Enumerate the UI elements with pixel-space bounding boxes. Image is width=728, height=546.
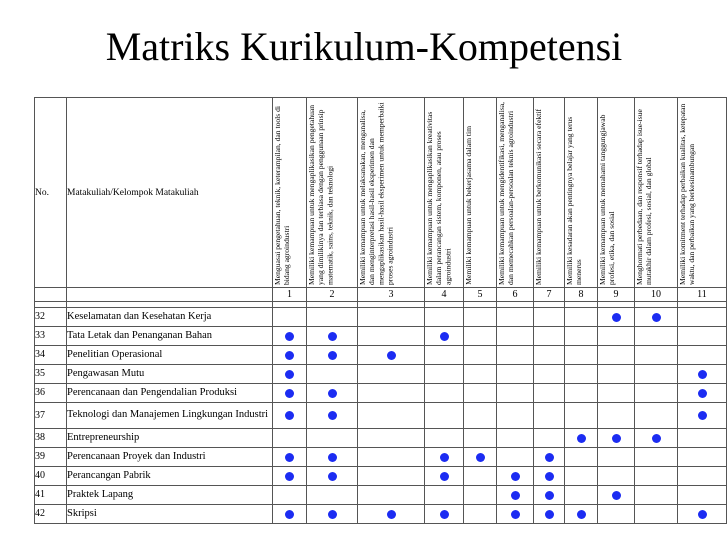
competency-matrix-table	[34, 97, 727, 524]
competency-number: 10	[635, 288, 678, 302]
competency-mark-dot	[476, 453, 485, 462]
matrix-cell	[635, 403, 678, 429]
table-row	[35, 308, 727, 327]
competency-mark-dot	[545, 510, 554, 519]
matrix-cell	[678, 308, 727, 327]
matrix-cell	[678, 403, 727, 429]
matrix-cell	[425, 403, 464, 429]
matrix-cell	[497, 467, 534, 486]
matrix-cell	[358, 448, 425, 467]
competency-mark-dot	[511, 472, 520, 481]
competency-number: 8	[565, 288, 598, 302]
no-column-header: No.	[35, 98, 67, 288]
matrix-cell	[678, 505, 727, 524]
matrix-cell	[273, 486, 307, 505]
matrix-cell	[464, 327, 497, 346]
course-number: 34	[35, 346, 67, 365]
competency-text: Memiliki kemampuan untuk mengaplikasikan pengetahuan yang dimilikinya dan terbiasa dengan penggunaan prinsip matematik, sains, teknik, dan teknologi	[307, 104, 335, 285]
matrix-cell	[273, 384, 307, 403]
matrix-cell	[273, 308, 307, 327]
competency-number: 6	[497, 288, 534, 302]
matrix-cell	[273, 403, 307, 429]
matrix-cell	[497, 448, 534, 467]
competency-mark-dot	[328, 472, 337, 481]
matrix-cell	[273, 327, 307, 346]
matrix-cell	[635, 429, 678, 448]
matrix-cell	[635, 384, 678, 403]
competency-header-11	[678, 98, 727, 288]
matrix-cell	[497, 403, 534, 429]
competency-number: 11	[678, 288, 727, 302]
matrix-cell	[635, 486, 678, 505]
matrix-cell	[425, 384, 464, 403]
matrix-cell	[534, 327, 565, 346]
course-number: 37	[35, 403, 67, 429]
matrix-cell	[464, 403, 497, 429]
matrix-cell	[565, 384, 598, 403]
matrix-cell	[307, 505, 358, 524]
course-name: Pengawasan Mutu	[67, 365, 273, 384]
matrix-cell	[678, 365, 727, 384]
competency-mark-dot	[328, 351, 337, 360]
course-name: Tata Letak dan Penanganan Bahan	[67, 327, 273, 346]
matrix-cell	[534, 448, 565, 467]
matrix-cell	[534, 486, 565, 505]
table-row	[35, 403, 727, 429]
matrix-cell	[678, 467, 727, 486]
matrix-cell	[307, 365, 358, 384]
competency-mark-dot	[285, 389, 294, 398]
matrix-cell	[534, 467, 565, 486]
matrix-cell	[565, 486, 598, 505]
table-row	[35, 429, 727, 448]
competency-mark-dot	[698, 411, 707, 420]
matrix-cell	[497, 429, 534, 448]
competency-mark-dot	[285, 332, 294, 341]
competency-mark-dot	[698, 510, 707, 519]
matrix-cell	[307, 327, 358, 346]
matrix-cell	[678, 384, 727, 403]
competency-header-9	[598, 98, 635, 288]
matrix-cell	[497, 346, 534, 365]
matrix-cell	[425, 327, 464, 346]
matrix-body	[35, 308, 727, 524]
matrix-cell	[565, 448, 598, 467]
matrix-cell	[534, 505, 565, 524]
competency-number: 7	[534, 288, 565, 302]
matrix-cell	[635, 505, 678, 524]
course-name: Perancangan Pabrik	[67, 467, 273, 486]
matrix-cell	[464, 486, 497, 505]
matrix-cell	[598, 384, 635, 403]
course-name: Praktek Lapang	[67, 486, 273, 505]
matrix-cell	[534, 308, 565, 327]
competency-mark-dot	[387, 351, 396, 360]
competency-mark-dot	[652, 434, 661, 443]
matrix-cell	[497, 486, 534, 505]
competency-text: Memiliki kemampuan untuk mengaplikasikan kreativitas dalam perancangan sistem, komponen, atau proses agroindustri	[425, 111, 453, 285]
matrix-cell	[565, 467, 598, 486]
matrix-cell	[565, 505, 598, 524]
matrix-cell	[598, 505, 635, 524]
competency-mark-dot	[285, 411, 294, 420]
matrix-cell	[497, 327, 534, 346]
competency-mark-dot	[545, 453, 554, 462]
competency-text: Menguasai pengetahuan, teknik, keterampilan, dan tools di bidang agroindustri	[273, 105, 292, 285]
matrix-cell	[358, 384, 425, 403]
competency-mark-dot	[328, 411, 337, 420]
table-row	[35, 346, 727, 365]
matrix-cell	[678, 327, 727, 346]
table-row	[35, 448, 727, 467]
matrix-cell	[425, 505, 464, 524]
matrix-cell	[273, 365, 307, 384]
matrix-cell	[464, 365, 497, 384]
competency-header-10	[635, 98, 678, 288]
competency-mark-dot	[612, 313, 621, 322]
course-number: 40	[35, 467, 67, 486]
matrix-cell	[678, 346, 727, 365]
competency-number: 5	[464, 288, 497, 302]
matrix-cell	[598, 467, 635, 486]
competency-mark-dot	[328, 453, 337, 462]
matrix-cell	[497, 365, 534, 384]
competency-mark-dot	[285, 351, 294, 360]
competency-text: Memiliki kemampuan untuk mengidentifikasi, menganalisa, dan memecahkan persoalan-persoalan teknis agroindustri	[497, 101, 516, 285]
competency-mark-dot	[545, 472, 554, 481]
matrix-cell	[678, 429, 727, 448]
matrix-cell	[534, 429, 565, 448]
matrix-cell	[425, 429, 464, 448]
matrix-cell	[307, 467, 358, 486]
table-row	[35, 384, 727, 403]
matrix-cell	[598, 486, 635, 505]
matrix-cell	[598, 429, 635, 448]
matrix-cell	[598, 308, 635, 327]
matrix-cell	[497, 384, 534, 403]
matrix-cell	[464, 308, 497, 327]
competency-text: Memiliki kemampuan untuk berkomunikasi secara efektif	[534, 108, 543, 285]
matrix-cell	[464, 346, 497, 365]
matrix-cell	[534, 346, 565, 365]
matrix-cell	[464, 467, 497, 486]
matrix-cell	[307, 308, 358, 327]
matrix-cell	[273, 346, 307, 365]
competency-mark-dot	[577, 434, 586, 443]
matrix-cell	[464, 429, 497, 448]
matrix-cell	[534, 384, 565, 403]
matrix-cell	[464, 384, 497, 403]
matrix-cell	[358, 308, 425, 327]
competency-number: 2	[307, 288, 358, 302]
course-number: 38	[35, 429, 67, 448]
competency-mark-dot	[698, 389, 707, 398]
competency-header-5	[464, 98, 497, 288]
competency-text: Menghormati perbedaan, dan responsif terhadap isue-isue mutakhir dalam profesi, sosial, dan global	[635, 108, 654, 285]
competency-number: 3	[358, 288, 425, 302]
course-name: Entrepreneurship	[67, 429, 273, 448]
matrix-cell	[307, 429, 358, 448]
matrix-cell	[307, 384, 358, 403]
course-name: Teknologi dan Manajemen Lingkungan Industri	[67, 403, 273, 429]
matrix-cell	[273, 429, 307, 448]
empty-number-cell	[35, 288, 67, 302]
competency-text: Memiliki kemampuan untuk memahami tanggungjawab profesi, etika, dan sosial	[598, 114, 617, 285]
competency-header-7	[534, 98, 565, 288]
competency-text: Memiliki kemampuan untuk bekerjasama dalam tim	[464, 126, 473, 285]
matrix-cell	[635, 327, 678, 346]
competency-header-4	[425, 98, 464, 288]
matrix-cell	[425, 467, 464, 486]
matrix-cell	[678, 448, 727, 467]
course-number: 33	[35, 327, 67, 346]
matrix-cell	[598, 327, 635, 346]
course-name: Skripsi	[67, 505, 273, 524]
competency-mark-dot	[577, 510, 586, 519]
competency-mark-dot	[440, 472, 449, 481]
matrix-cell	[358, 346, 425, 365]
matrix-cell	[464, 448, 497, 467]
matrix-cell	[307, 346, 358, 365]
matrix-cell	[425, 486, 464, 505]
competency-number: 1	[273, 288, 307, 302]
matrix-cell	[565, 403, 598, 429]
competency-mark-dot	[511, 510, 520, 519]
competency-number: 9	[598, 288, 635, 302]
matrix-cell	[464, 505, 497, 524]
competency-mark-dot	[285, 370, 294, 379]
course-number: 41	[35, 486, 67, 505]
table-row	[35, 467, 727, 486]
competency-mark-dot	[511, 491, 520, 500]
table-row	[35, 327, 727, 346]
matrix-cell	[307, 486, 358, 505]
course-column-header: Matakuliah/Kelompok Matakuliah	[67, 98, 273, 288]
matrix-cell	[273, 505, 307, 524]
header-row	[35, 98, 727, 288]
course-number: 35	[35, 365, 67, 384]
course-name: Penelitian Operasional	[67, 346, 273, 365]
matrix-cell	[358, 327, 425, 346]
slide-title: Matriks Kurikulum-Kompetensi	[105, 24, 623, 69]
matrix-cell	[425, 448, 464, 467]
matrix-cell	[598, 346, 635, 365]
table-row	[35, 486, 727, 505]
matrix-cell	[598, 448, 635, 467]
course-number: 39	[35, 448, 67, 467]
matrix-cell	[358, 365, 425, 384]
competency-header-3	[358, 98, 425, 288]
matrix-cell	[358, 403, 425, 429]
matrix-cell	[307, 448, 358, 467]
matrix-cell	[358, 467, 425, 486]
empty-number-cell	[67, 288, 273, 302]
competency-mark-dot	[652, 313, 661, 322]
course-number: 36	[35, 384, 67, 403]
matrix-cell	[635, 467, 678, 486]
table-row	[35, 365, 727, 384]
matrix-cell	[598, 403, 635, 429]
competency-mark-dot	[698, 370, 707, 379]
matrix-cell	[358, 429, 425, 448]
matrix-cell	[307, 403, 358, 429]
matrix-cell	[497, 505, 534, 524]
course-name: Perencanaan dan Pengendalian Produksi	[67, 384, 273, 403]
matrix-cell	[358, 486, 425, 505]
matrix-cell	[425, 346, 464, 365]
competency-mark-dot	[285, 453, 294, 462]
matrix-cell	[565, 365, 598, 384]
matrix-cell	[273, 467, 307, 486]
competency-mark-dot	[612, 491, 621, 500]
course-name: Perencanaan Proyek dan Industri	[67, 448, 273, 467]
competency-text: Memiliki kesadaran akan pentingnya belajar yang terus menerus	[565, 116, 584, 285]
competency-mark-dot	[328, 332, 337, 341]
matrix-cell	[565, 429, 598, 448]
matrix-cell	[598, 365, 635, 384]
matrix-cell	[425, 365, 464, 384]
matrix-cell	[678, 486, 727, 505]
matrix-cell	[565, 327, 598, 346]
competency-text: Memiliki komitment terhadap perbaikan kualitas, ketepatan waktu, dan perbaikan yang berkesinambungan	[678, 103, 697, 285]
competency-mark-dot	[440, 510, 449, 519]
competency-mark-dot	[612, 434, 621, 443]
matrix-cell	[358, 505, 425, 524]
matrix-cell	[565, 308, 598, 327]
course-number: 42	[35, 505, 67, 524]
matrix-cell	[565, 346, 598, 365]
matrix-cell	[534, 403, 565, 429]
matrix-cell	[635, 346, 678, 365]
competency-header-1	[273, 98, 307, 288]
competency-mark-dot	[285, 510, 294, 519]
competency-mark-dot	[328, 389, 337, 398]
competency-header-6	[497, 98, 534, 288]
course-name: Keselamatan dan Kesehatan Kerja	[67, 308, 273, 327]
matrix-cell	[425, 308, 464, 327]
matrix-cell	[635, 448, 678, 467]
table-row	[35, 505, 727, 524]
matrix-cell	[497, 308, 534, 327]
competency-mark-dot	[387, 510, 396, 519]
matrix-cell	[635, 308, 678, 327]
competency-mark-dot	[440, 453, 449, 462]
competency-mark-dot	[328, 510, 337, 519]
competency-text: Memiliki kemampuan untuk melaksanakan, menganalisa, dan menginterpretasi hasil-hasil eksperimen dan mengaplikasikan hasil-hasil eksperimen untuk memperbaiki proses agroindustri	[358, 102, 395, 285]
competency-mark-dot	[440, 332, 449, 341]
competency-header-2	[307, 98, 358, 288]
matrix-cell	[534, 365, 565, 384]
competency-number-row	[35, 288, 727, 302]
competency-mark-dot	[545, 491, 554, 500]
competency-header-8	[565, 98, 598, 288]
matrix-cell	[635, 365, 678, 384]
competency-number: 4	[425, 288, 464, 302]
competency-mark-dot	[285, 472, 294, 481]
course-number: 32	[35, 308, 67, 327]
matrix-cell	[273, 448, 307, 467]
